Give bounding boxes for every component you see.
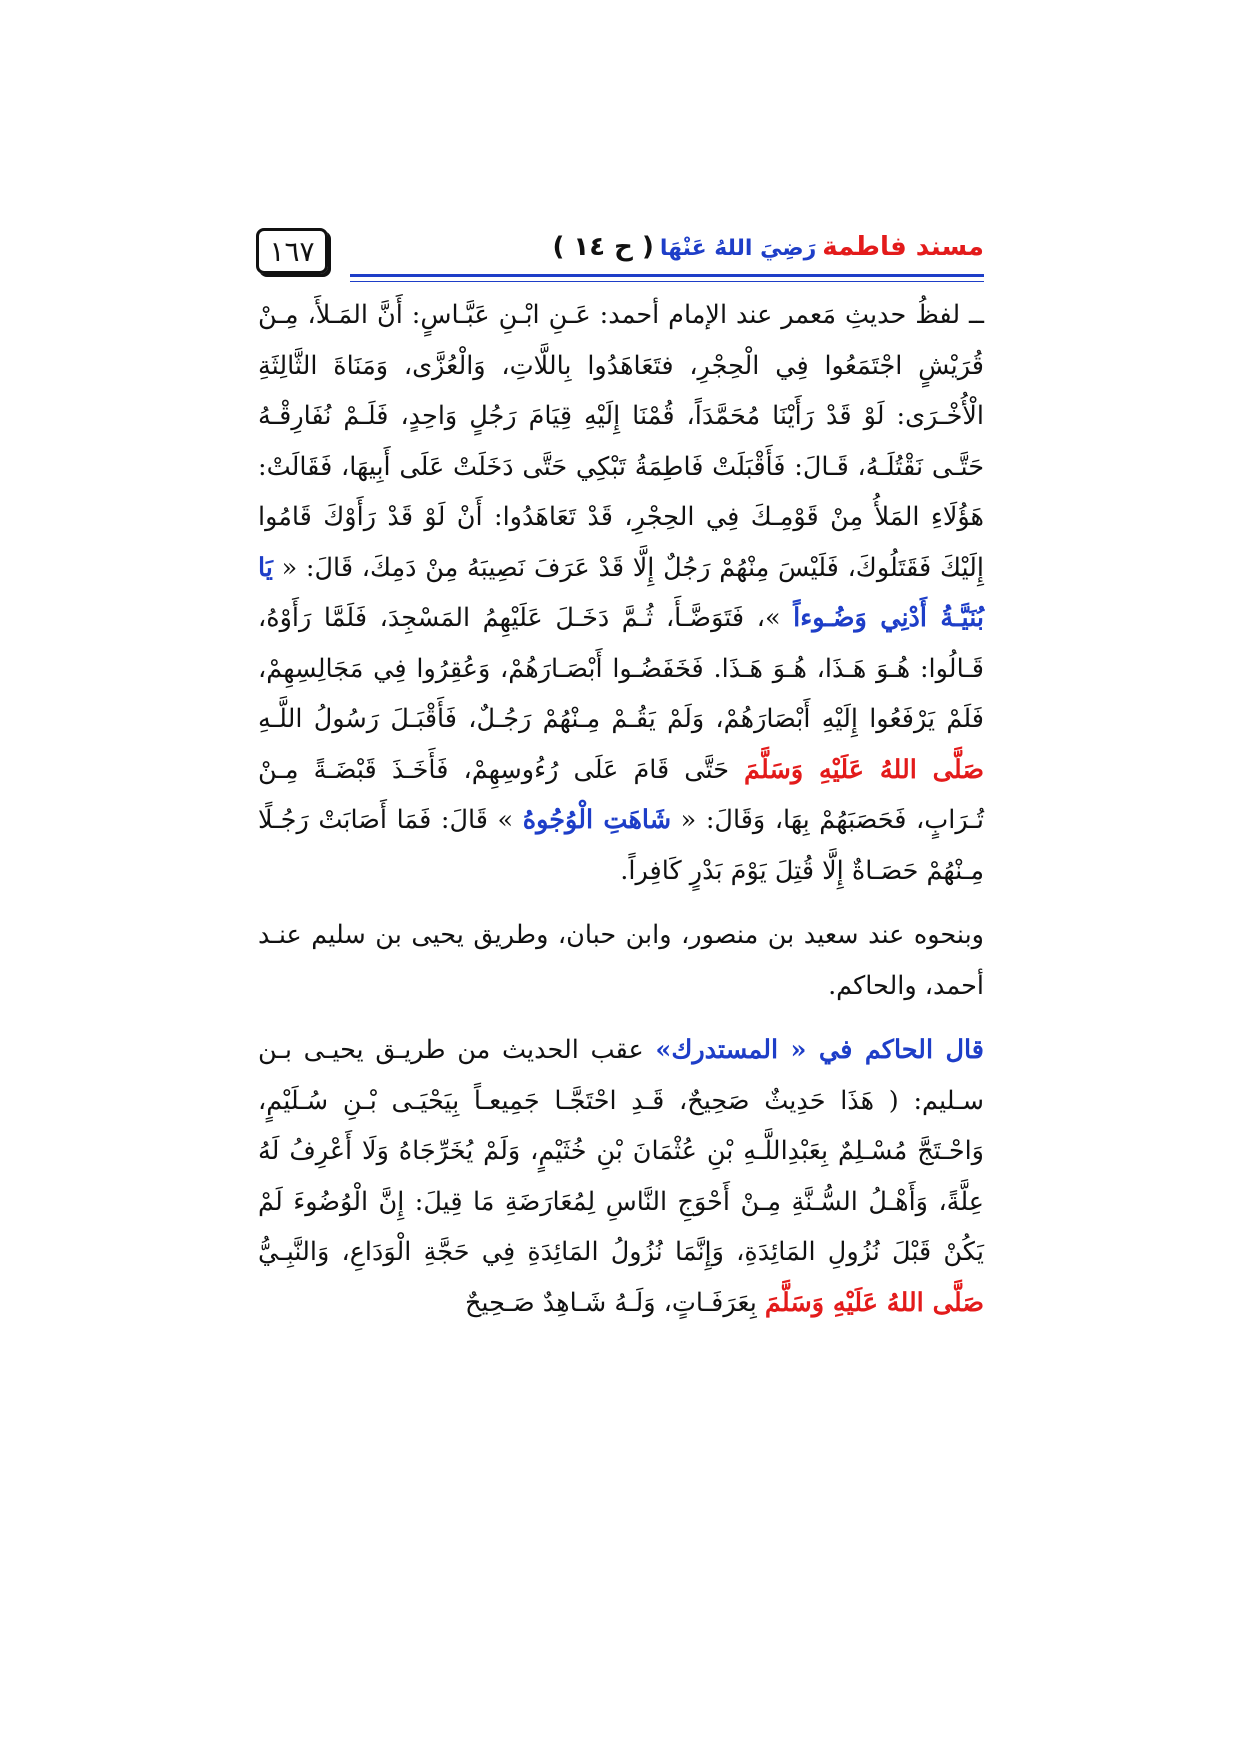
page-number: ١٦٧ [256, 228, 328, 274]
page-header [256, 228, 984, 284]
prophetic-quote: يَا بُنَيَّـةُ أَدْنِي وَضُـوءاً [258, 552, 984, 633]
text-run: حَتَّى قَامَ عَلَى رُءُوسِهِمْ، فَأَخَـذَ قَبْضَـةً مِـنْ تُـرَابٍ، فَحَصَبَهُمْ بِهَا، وَقَالَ: « [258, 754, 984, 835]
text-run: عقب الحديث من طريـق يحيـى بـن سـليم: ( هَذَا حَدِيثٌ صَحِيحٌ، قَـدِ احْتَجَّـا جَمِيعـاً بِيَحْيَـى بْـنِ سُـلَيْمٍ، وَاحْـتَجَّ مُسْـلِمٌ بِعَبْدِاللَّـهِ بْنِ عُثْمَانَ بْنِ خُثَيْمٍ، وَلَمْ يُخَرِّجَاهُ وَلَا أَعْرِفُ لَهُ عِلَّةً، وَأَهْـلُ السُّـنَّةِ مِـنْ أَحْوَجِ النَّاسِ لِمُعَارَضَةِ مَا قِيلَ: إِنَّ الْوُضُوءَ لَمْ يَكُنْ قَبْلَ نُزُولِ المَائِدَةِ، وَإِنَّمَا نُزُولُ المَائِدَةِ فِي حَجَّةِ الْوَدَاعِ، وَالنَّبِـيُّ [258, 1035, 984, 1267]
text-run: »، فَتَوَضَّـأَ، ثُـمَّ دَخَـلَ عَلَيْهِمُ المَسْجِدَ، فَلَمَّا رَأَوْهُ، قَـالُوا: هُـوَ هَـذَا، هُـوَ هَـذَا. فَخَفَضُـوا أَبْصَـارَهُمْ، وَعُقِرُوا فِي مَجَالِسِهِمْ، فَلَمْ يَرْفَعُوا إِلَيْهِ أَبْصَارَهُمْ، وَلَمْ يَقُـمْ مِـنْهُمْ رَجُـلٌ، فَأَقْبَـلَ رَسُولُ اللَّـهِ [258, 603, 984, 734]
paragraph-hadith-text [258, 290, 984, 896]
header-rule [350, 274, 984, 277]
salawat-ligature: صَلَّى اللهُ عَلَيْهِ وَسَلَّمَ [764, 1287, 984, 1318]
section-heading: قال الحاكم في « المستدرك» [655, 1035, 984, 1065]
header-hadith-number: ( ح ١٤ ) [552, 232, 654, 262]
running-header-title [552, 232, 984, 262]
header-honorific: رَضِيَ اللهُ عَنْهَا [659, 236, 817, 261]
prophetic-quote: شَاهَتِ الْوُجُوهُ [522, 805, 672, 835]
paragraph-similar-narrations [258, 910, 984, 1011]
salawat-ligature: صَلَّى اللهُ عَلَيْهِ وَسَلَّمَ [744, 754, 984, 785]
header-rule-thin [350, 281, 984, 282]
text-run: ــ لفظُ حديثِ مَعمر عند الإمام أحمد: عَـنِ ابْـنِ عَبَّـاسٍ: أَنَّ المَـلأَ، مِـنْ قُرَيْشٍ اجْتَمَعُوا فِي الْحِجْرِ، فتَعَاهَدُوا بِاللَّاتِ، وَالْعُزَّى، وَمَنَاةَ الثَّالِثَةِ الْأُخْـرَى: لَوْ قَدْ رَأَيْنَا مُحَمَّدَاً، قُمْنَا إِلَيْهِ قِيَامَ رَجُلٍ وَاحِدٍ، فَلَـمْ نُفَارِقْـهُ حَتَّـى نَقْتُلَـهُ، قَـالَ: فَأَقْبَلَتْ فَاطِمَةُ تَبْكِي حَتَّى دَخَلَتْ عَلَى أَبِيهَا، فَقَالَتْ: هَؤُلَاءِ المَلأُ مِنْ قَوْمِـكَ فِي الحِجْرِ، قَدْ تَعَاهَدُوا: أَنْ لَوْ قَدْ رَأَوْكَ قَامُوا إِلَيْكَ فَقَتَلُوكَ، فَلَيْسَ مِنْهُمْ رَجُلٌ إِلَّا قَدْ عَرَفَ نَصِيبَهُ مِنْ دَمِكَ، قَالَ: « [258, 300, 984, 583]
header-book-title: مسند فاطمة [822, 232, 984, 262]
paragraph-hakim-comment [258, 1025, 984, 1328]
main-text [258, 290, 984, 1328]
text-run: بِعَرَفَـاتٍ، وَلَـهُ شَـاهِدٌ صَـحِيحٌ [464, 1287, 765, 1318]
text-run: » قَالَ: فَمَا أَصَابَتْ رَجُـلًا مِـنْهُمْ حَصَـاةٌ إِلَّا قُتِلَ يَوْمَ بَدْرٍ كَافِراً. [258, 805, 984, 886]
text-run: وبنحوه عند سعيد بن منصور، وابن حبان، وطريق يحيى بن سليم عنـد أحمد، والحاكم. [258, 920, 984, 1001]
